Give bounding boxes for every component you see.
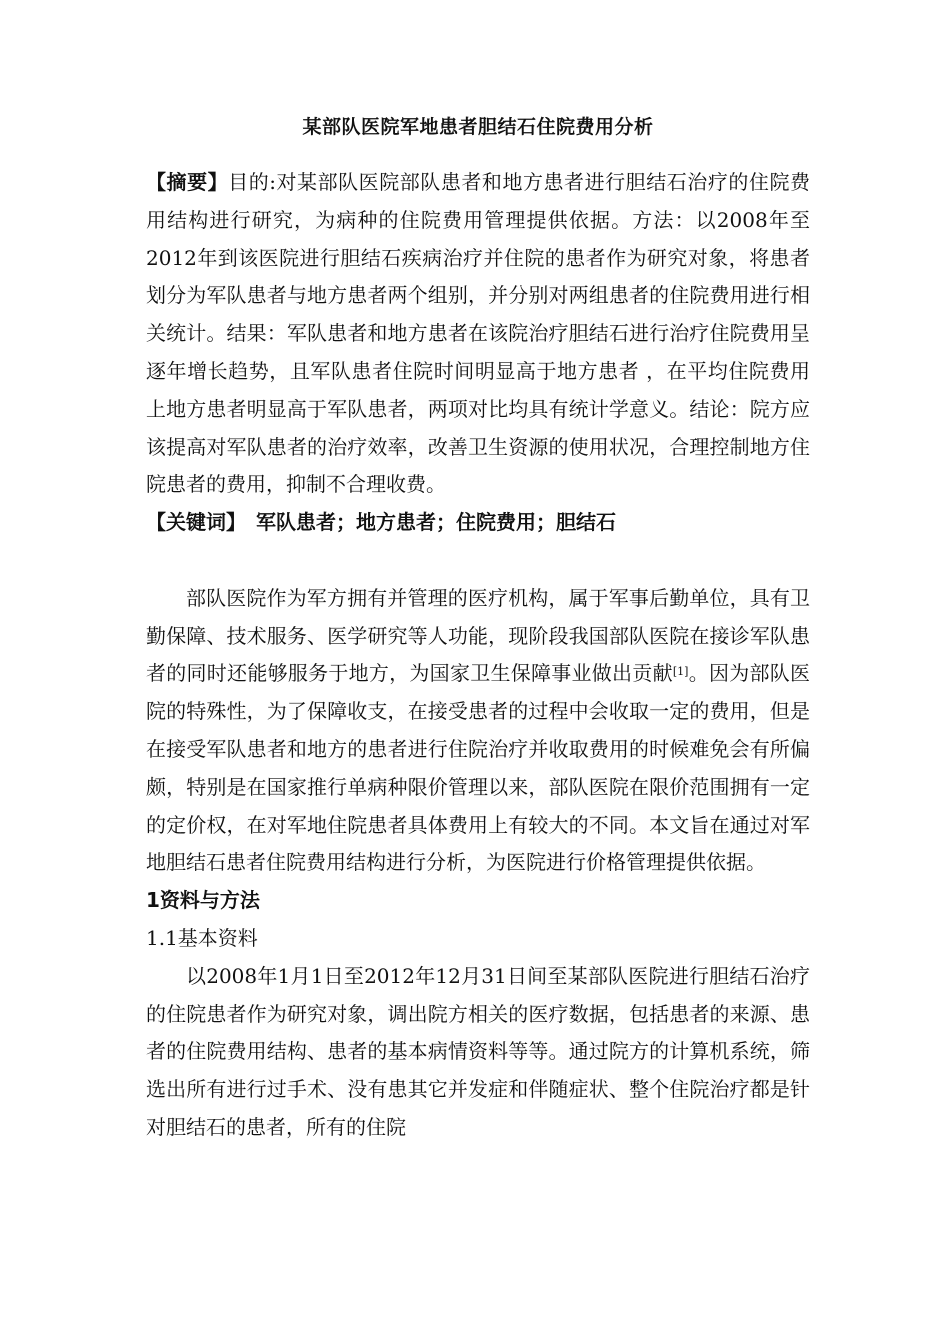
- subsection-heading: 1.1基本资料: [146, 925, 258, 950]
- abstract: [146, 164, 810, 504]
- abstract-text: 目的:对某部队医院部队患者和地方患者进行胆结石治疗的住院费用结构进行研究，为病种的住院费用管理提供依据。方法：以2008年至2012年到该医院进行胆结石疾病治疗并住院的患者作为研究对象，将患者划分为军队患者与地方患者两个组别，并分别对两组患者的住院费用进行相关统计。结果：军队患者和地方患者在该院治疗胆结石进行治疗住院费用呈逐年增长趋势，且军队患者住院时间明显高于地方患者 ，在平均住院费用上地方患者明显高于军队患者，两项对比均具有统计学意义。结论：院方应该提高对军队患者的治疗效率，改善卫生资源的使用状况，合理控制地方住院患者的费用，抑制不合理收费。: [146, 170, 810, 497]
- section-heading: 1资料与方法: [146, 888, 260, 913]
- intro-text-part1: 部队医院作为军方拥有并管理的医疗机构，属于军事后勤单位，具有卫勤保障、技术服务、医学研究等人功能，现阶段我国部队医院在接诊军队患者的同时还能够服务于地方，为国家卫生保障事业做出贡献: [146, 585, 810, 686]
- abstract-label: 【摘要】: [146, 170, 229, 194]
- blank-line: [146, 542, 810, 580]
- keywords: [146, 504, 810, 542]
- keywords-text: 军队患者；地方患者；住院费用；胆结石: [256, 510, 616, 535]
- document-page: [146, 112, 810, 1147]
- intro-paragraph: [146, 580, 810, 882]
- section-paragraph: 以2008年1月1日至2012年12月31日间至某部队医院进行胆结石治疗的住院患者作为研究对象，调出院方相关的医疗数据，包括患者的来源、患者的住院费用结构、患者的基本病情资料等等。通过院方的计算机系统，筛选出所有进行过手术、没有患其它并发症和伴随症状、整个住院治疗都是针对胆结石的患者，所有的住院: [146, 963, 810, 1139]
- paper-title: 某部队医院军地患者胆结石住院费用分析: [302, 116, 654, 138]
- intro-text-part2: 。因为部队医院的特殊性，为了保障收支，在接受患者的过程中会收取一定的费用，但是在接受军队患者和地方的患者进行住院治疗并收取费用的时候难免会有所偏颇，特别是在国家推行单病种限价管理以来，部队医院在限价范围拥有一定的定价权，在对军地住院患者具体费用上有较大的不同。本文旨在通过对军地胆结石患者住院费用结构进行分析，为医院进行价格管理提供依据。: [146, 661, 811, 875]
- keywords-label: 【关键词】: [146, 510, 246, 535]
- citation-ref[interactable]: [1]: [672, 665, 689, 679]
